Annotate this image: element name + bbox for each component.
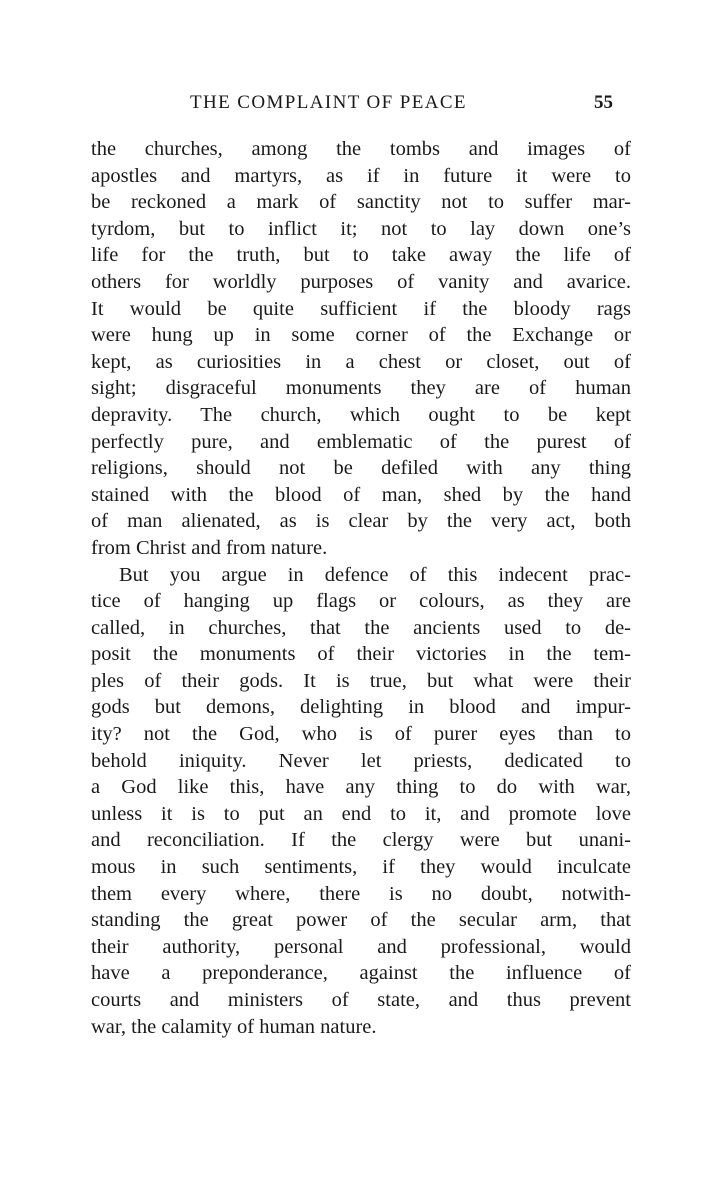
text-line: behold iniquity. Never let priests, dedicated to [91, 749, 631, 772]
page-number: 55 [594, 92, 613, 113]
text-line: their authority, personal and professional, would [91, 935, 631, 958]
text-line: apostles and martyrs, as if in future it were to [91, 164, 631, 187]
text-line: them every where, there is no doubt, notwith- [91, 882, 631, 905]
text-line: life for the truth, but to take away the life of [91, 244, 631, 267]
text-line: posit the monuments of their victories in the tem- [91, 643, 631, 666]
paragraph-1 [91, 136, 631, 562]
text-line: kept, as curiosities in a chest or closet, out of [91, 350, 631, 373]
text-line: It would be quite sufficient if the bloody rags [91, 297, 631, 320]
text-line: gods but demons, delighting in blood and impur- [91, 696, 631, 719]
text-line: war, the calamity of human nature. [91, 1015, 377, 1038]
running-head [0, 92, 702, 116]
text-line: ples of their gods. It is true, but what were their [91, 669, 631, 692]
text-line: religions, should not be defiled with any thing [91, 457, 631, 480]
running-title: THE COMPLAINT OF PEACE [190, 92, 467, 113]
text-line: a God like this, have any thing to do with war, [91, 776, 631, 799]
text-line: But you argue in defence of this indecent prac- [119, 563, 631, 586]
text-line: courts and ministers of state, and thus prevent [91, 989, 631, 1011]
body-text [91, 136, 631, 1040]
text-line: were hung up in some corner of the Exchange or [91, 324, 631, 347]
text-line: standing the great power of the secular arm, that [91, 909, 631, 932]
text-line: tice of hanging up flags or colours, as they are [91, 590, 631, 613]
text-line: ity? not the God, who is of purer eyes than to [91, 723, 631, 746]
text-line: of man alienated, as is clear by the very act, both [91, 510, 631, 533]
text-line: be reckoned a mark of sanctity not to suffer mar- [91, 191, 631, 214]
text-line: others for worldly purposes of vanity and avarice. [91, 270, 631, 293]
text-line: called, in churches, that the ancients used to de- [91, 616, 631, 639]
text-line: from Christ and from nature. [91, 536, 328, 559]
text-line: the churches, among the tombs and images of [91, 138, 631, 160]
text-line: unless it is to put an end to it, and promote love [91, 802, 631, 825]
text-line: tyrdom, but to inflict it; not to lay down one’s [91, 217, 631, 240]
paragraph-2 [91, 562, 631, 1041]
text-line: mous in such sentiments, if they would inculcate [91, 856, 631, 879]
text-line: depravity. The church, which ought to be kept [91, 403, 631, 426]
text-line: perfectly pure, and emblematic of the purest of [91, 430, 631, 453]
text-line: have a preponderance, against the influence of [91, 962, 631, 985]
text-line: sight; disgraceful monuments they are of human [91, 377, 631, 400]
text-line: and reconciliation. If the clergy were but unani- [91, 829, 631, 852]
text-line: stained with the blood of man, shed by the hand [91, 483, 631, 506]
